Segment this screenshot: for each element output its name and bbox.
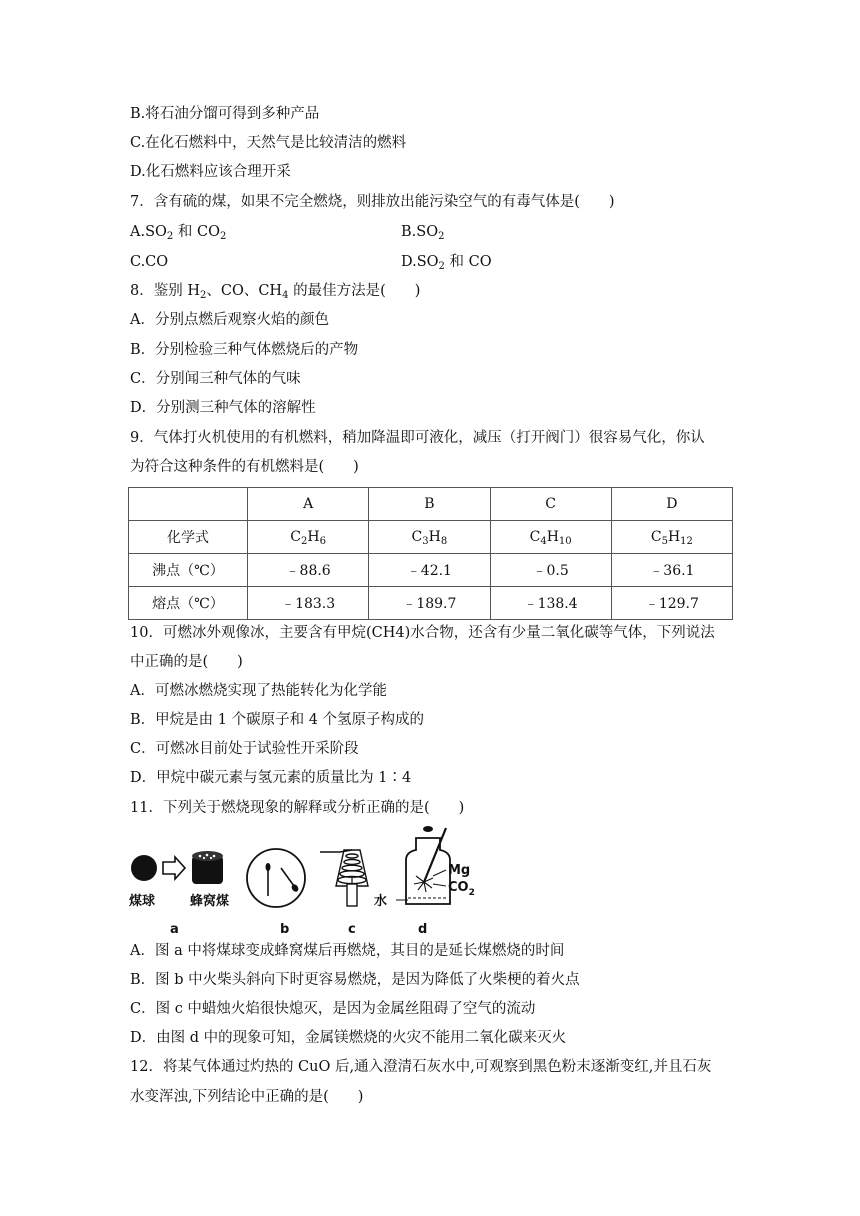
row-label: 沸点（℃） [129,554,248,587]
panel-c-label: c [348,922,356,937]
q10-option-d: D．甲烷中碳元素与氢元素的质量比为 1∶4 [130,770,412,786]
table-header-cell: B [369,488,490,521]
label-mg: Mg [448,863,471,878]
q11-option-a: A．图 a 中将煤球变成蜂窝煤后再燃烧，其目的是延长煤燃烧的时间 [130,943,565,959]
formula-cell: $C_5H_{12}$ [611,521,732,554]
table-header-cell: A [248,488,369,521]
table-cell: ﹣189.7 [369,587,490,620]
row-label: 熔点（℃） [129,587,248,620]
q11-option-c: C．图 c 中蜡烛火焰很快熄灭，是因为金属丝阻碍了空气的流动 [130,1001,536,1017]
candle-coil-icon [320,850,368,906]
q6-option-c: C.在化石燃料中，天然气是比较清洁的燃料 [130,135,407,151]
q6-option-b: B.将石油分馏可得到多种产品 [130,106,320,122]
table-cell: ﹣129.7 [611,587,732,620]
q10-option-c: C．可燃冰目前处于试验性开采阶段 [130,741,359,757]
arrow-right-icon [163,857,185,879]
q11-option-d: D．由图 d 中的现象可知，金属镁燃烧的火灾不能用二氧化碳来灭火 [130,1030,567,1046]
panel-a-label: a [170,922,179,937]
label-co2: $CO_2$ [448,880,475,898]
q12-stem-line2: 水变浑浊,下列结论中正确的是( ) [130,1089,364,1105]
table-cell: ﹣42.1 [369,554,490,587]
q7-option-a: $A.SO_2$ 和 $CO_2$ [130,224,227,242]
label-water: 水 [374,894,388,909]
q11-option-b: B．图 b 中火柴头斜向下时更容易燃烧，是因为降低了火柴梗的着火点 [130,972,580,988]
fuel-properties-table [128,487,733,620]
q8-stem: 8．鉴别 $H_2$、CO、$CH_4$ 的最佳方法是( ) [130,283,421,301]
label-honeycomb: 蜂窝煤 [190,894,230,909]
q7-option-d: $D.SO_2$ 和 CO [401,254,492,272]
q7-options-row1 [130,222,730,242]
q7-option-c: C.CO [130,254,169,270]
table-header-row [129,488,733,521]
q7-option-b: $B.SO_2$ [401,224,445,242]
table-cell: ﹣88.6 [248,554,369,587]
panel-b-label: b [280,922,290,937]
table-row-formula [129,521,733,554]
match-tilted-icon [281,868,300,893]
formula-cell: $C_2H_6$ [248,521,369,554]
q9-stem-line2: 为符合这种条件的有机燃料是( ) [130,459,359,475]
honeycomb-briquette-icon [192,851,223,884]
table-cell: ﹣36.1 [611,554,732,587]
table-cell: ﹣138.4 [490,587,611,620]
q8-option-a: A．分别点燃后观察火焰的颜色 [130,312,329,328]
panel-d-label: d [418,922,428,937]
q10-stem-line2: 中正确的是( ) [130,654,243,670]
match-upright-icon [266,863,271,896]
q8-option-c: C．分别闻三种气体的气味 [130,371,301,387]
table-row-melting-point [129,587,733,620]
table-header-cell: D [611,488,732,521]
table-cell: ﹣183.3 [248,587,369,620]
row-label: 化学式 [129,521,248,554]
table-row-boiling-point [129,554,733,587]
q8-option-b: B．分别检验三种气体燃烧后的产物 [130,342,359,358]
panel-b-circle [247,849,305,907]
q10-option-b: B．甲烷是由 1 个碳原子和 4 个氢原子构成的 [130,712,425,728]
q6-option-d: D.化石燃料应该合理开采 [130,164,291,180]
q11-stem: 11．下列关于燃烧现象的解释或分析正确的是( ) [130,800,465,816]
q7-stem: 7．含有硫的煤，如果不完全燃烧，则排放出能污染空气的有毒气体是( ) [130,194,615,210]
table-cell: ﹣0.5 [490,554,611,587]
q8-option-d: D．分别测三种气体的溶解性 [130,400,316,416]
q10-stem-line1: 10．可燃冰外观像冰，主要含有甲烷(CH4)水合物，还含有少量二氧化碳等气体，下列说法 [130,625,715,641]
gas-bottle-icon [396,826,450,904]
q10-option-a: A．可燃冰燃烧实现了热能转化为化学能 [130,683,387,699]
formula-cell: $C_4H_{10}$ [490,521,611,554]
q12-stem-line1: 12．将某气体通过灼热的 CuO 后,通入澄清石灰水中,可观察到黑色粉末逐渐变红,并且石灰 [130,1059,712,1075]
coal-ball-icon [131,855,157,881]
q7-options-row2 [130,252,730,272]
formula-cell: $C_3H_8$ [369,521,490,554]
q9-stem-line1: 9．气体打火机使用的有机燃料，稍加降温即可液化，减压（打开阀门）很容易气化，你认 [130,430,705,446]
combustion-figure-svg [128,826,488,940]
table-header-cell: C [490,488,611,521]
label-coal-ball: 煤球 [129,894,156,909]
combustion-figure [128,826,488,940]
table-header-cell [129,488,248,521]
